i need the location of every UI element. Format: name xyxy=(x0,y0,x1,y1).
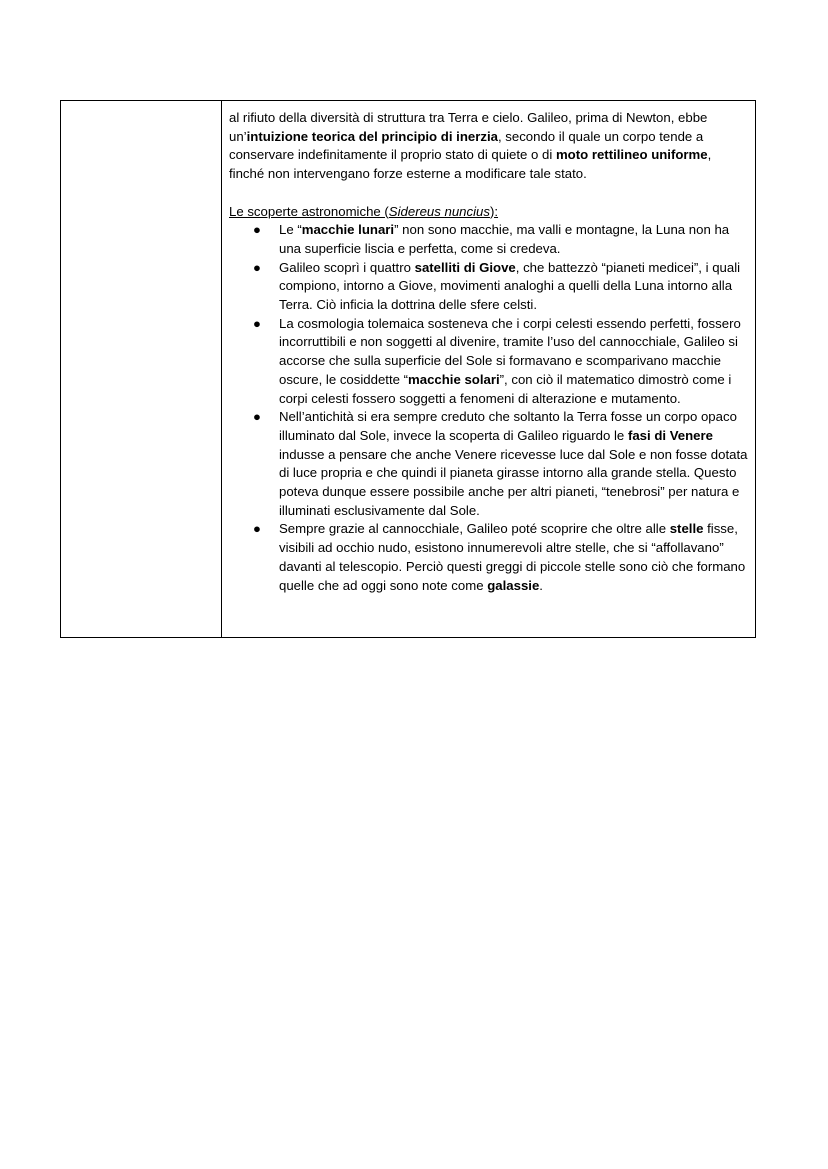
list-item xyxy=(229,520,749,595)
item-bold: galassie xyxy=(487,577,540,593)
item-text: ” non sono macchie, ma valli e montagne, la Luna non ha una superficie liscia e perfetta, come si credeva. xyxy=(279,222,730,256)
item-text: . xyxy=(539,577,543,593)
list-item xyxy=(229,259,749,315)
item-bold: stelle xyxy=(669,521,704,537)
item-text: Nell’antichità si era sempre creduto che soltanto la Terra fosse un corpo opaco illuminato dal Sole, invece la scoperta di Galileo riguardo le xyxy=(279,409,737,443)
list-item xyxy=(229,408,749,520)
notes-table xyxy=(60,100,756,638)
item-text: fisse, visibili ad occhio nudo, esistono innumerevoli altre stelle, che si “affollavano” davanti al telescopio. Perciò questi greggi di piccole stelle sono ciò che formano quelle che ad oggi sono note come xyxy=(279,521,746,593)
item-text: Galileo scoprì i quattro xyxy=(279,259,415,275)
discoveries-list xyxy=(229,221,749,595)
bullet-icon: ● xyxy=(253,409,261,425)
list-item xyxy=(229,315,749,409)
item-text: , che battezzò “pianeti medicei”, i quali compiono, intorno a Giove, movimenti analoghi a quelli della Luna intorno alla Terra. Ciò inficia la dottrina delle sfere celsti. xyxy=(279,259,741,313)
table-right-cell xyxy=(222,101,755,637)
item-text: La cosmologia tolemaica sosteneva che i corpi celesti essendo perfetti, fossero incorruttibili e non soggetti al divenire, tramite l’uso del cannocchiale, Galileo si accorse che sulla superficie del Sole si formavano e scomparivano macchie oscure, le cosiddette “ xyxy=(279,315,741,387)
bullet-icon: ● xyxy=(253,222,261,238)
intro-paragraph xyxy=(229,109,749,184)
intro-bold-motion: moto rettilineo uniforme xyxy=(555,147,708,163)
intro-text: , finché non intervengano forze esterne a modificare tale stato. xyxy=(229,147,712,182)
bullet-icon: ● xyxy=(253,315,261,331)
intro-text: , secondo il quale un corpo tende a conservare indefinitamente il proprio stato di quiete o di xyxy=(229,128,704,163)
bullet-icon: ● xyxy=(253,259,261,275)
bullet-icon: ● xyxy=(253,521,261,537)
table-left-cell xyxy=(61,101,222,637)
item-bold: macchie lunari xyxy=(301,222,395,238)
item-bold: satelliti di Giove xyxy=(414,259,516,275)
item-text: ”, con ciò il matematico dimostrò come i corpi celesti fossero soggetti a fenomeni di alterazione e mutamento. xyxy=(279,371,732,406)
item-text: Le “ xyxy=(279,222,302,238)
item-bold: fasi di Venere xyxy=(627,427,713,443)
spacer xyxy=(229,184,749,203)
item-bold: macchie solari xyxy=(408,371,500,387)
section-heading xyxy=(229,203,749,222)
item-text: indusse a pensare che anche Venere ricevesse luce dal Sole e non fosse dotata di luce propria e che quindi il pianeta girasse intorno alla grande stella. Questo poteva dunque essere possibile anche per altri pianeti, “tenebrosi” per natura e illuminati esclusivamente dal Sole. xyxy=(279,446,748,518)
heading-text: Le scoperte astronomiche ( xyxy=(229,203,389,219)
intro-bold-inertia: intuizione teorica del principio di inerzia xyxy=(246,128,498,144)
intro-text: al rifiuto della diversità di struttura tra Terra e cielo. Galileo, prima di Newton, ebbe un’ xyxy=(229,110,708,144)
item-text: Sempre grazie al cannocchiale, Galileo poté scoprire che oltre alle xyxy=(279,521,670,537)
heading-text: ): xyxy=(489,203,499,219)
list-item xyxy=(229,221,749,258)
heading-italic: Sidereus nuncius xyxy=(388,203,490,219)
